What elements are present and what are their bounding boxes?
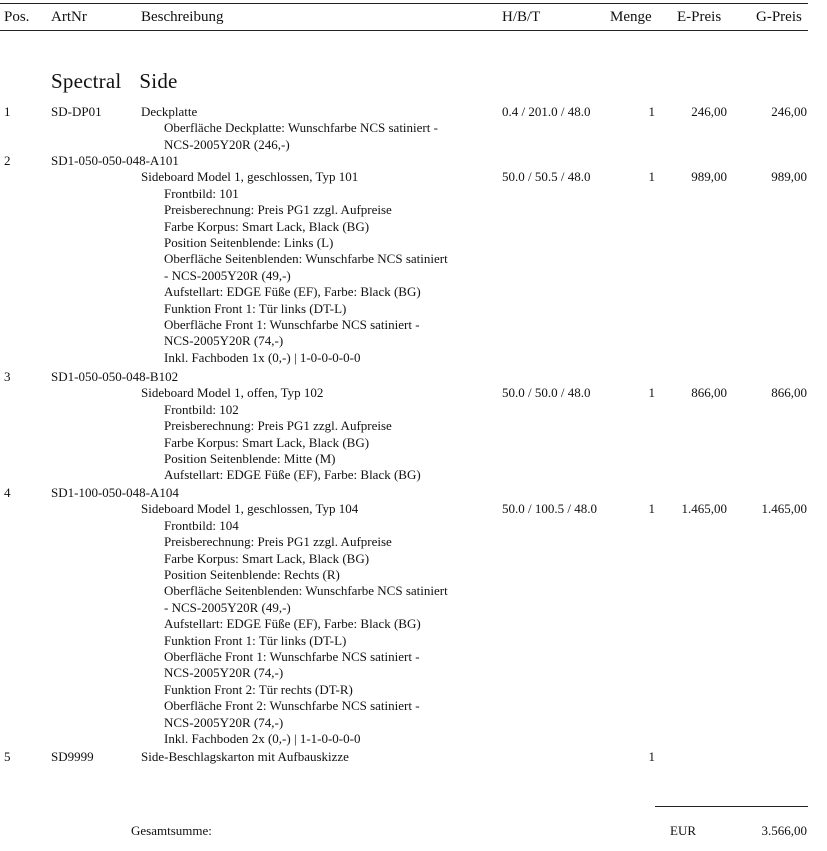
item-detail-line: Oberfläche Seitenblenden: Wunschfarbe NCS satiniert xyxy=(164,251,448,267)
item-quantity: 1 xyxy=(648,169,655,185)
item-description: Sideboard Model 1, geschlossen, Typ 104 xyxy=(141,501,359,517)
item-pos: 5 xyxy=(4,749,11,764)
item-detail-line: Aufstellart: EDGE Füße (EF), Farbe: Black (BG) xyxy=(164,284,421,300)
item-description: Deckplatte xyxy=(141,104,198,119)
item-detail-line: - NCS-2005Y20R (49,-) xyxy=(164,267,291,283)
item-total-price: 246,00 xyxy=(771,104,807,119)
item-dimensions: 50.0 / 100.5 / 48.0 xyxy=(502,501,597,517)
item-detail-line: NCS-2005Y20R (246,-) xyxy=(164,136,290,152)
item-detail-line: Frontbild: 101 xyxy=(164,185,239,201)
item-total-price: 1.465,00 xyxy=(761,501,807,517)
item-detail-line: Funktion Front 2: Tür rechts (DT-R) xyxy=(164,681,353,697)
item-detail-line: Frontbild: 104 xyxy=(164,517,239,533)
header-menge: Menge xyxy=(610,9,652,25)
item-detail-line: NCS-2005Y20R (74,-) xyxy=(164,714,284,730)
item-detail-line: Position Seitenblende: Mitte (M) xyxy=(164,451,336,466)
item-detail-line: Inkl. Fachboden 1x (0,-) | 1-0-0-0-0-0 xyxy=(164,349,361,365)
item-detail-line: Preisberechnung: Preis PG1 zzgl. Aufpreise xyxy=(164,202,392,218)
item-pos: 3 xyxy=(4,369,11,384)
item-pos: 4 xyxy=(4,485,11,500)
item-artnr: SD1-050-050-048-A101 xyxy=(51,153,179,168)
item-total-price: 866,00 xyxy=(771,385,807,401)
header-rule xyxy=(0,30,808,31)
item-detail-line: Frontbild: 102 xyxy=(164,401,239,417)
header-artnr: ArtNr xyxy=(51,9,87,25)
item-detail-line: Preisberechnung: Preis PG1 zzgl. Aufpreise xyxy=(164,534,392,550)
item-detail-line: Aufstellart: EDGE Füße (EF), Farbe: Black (BG) xyxy=(164,467,421,483)
item-dimensions: 50.0 / 50.0 / 48.0 xyxy=(502,385,591,401)
header-beschreibung: Beschreibung xyxy=(141,9,224,25)
item-dimensions: 50.0 / 50.5 / 48.0 xyxy=(502,169,591,185)
item-detail-line: NCS-2005Y20R (74,-) xyxy=(164,665,284,681)
item-quantity: 1 xyxy=(648,501,655,517)
header-epreis: E-Preis xyxy=(677,9,722,25)
item-quantity: 1 xyxy=(648,385,655,401)
item-detail-line: Farbe Korpus: Smart Lack, Black (BG) xyxy=(164,218,370,234)
item-unit-price: 1.465,00 xyxy=(681,501,727,517)
item-detail-line: Oberfläche Seitenblenden: Wunschfarbe NCS satiniert xyxy=(164,583,448,599)
header-pos: Pos. xyxy=(4,9,30,25)
summary-label: Gesamtsumme: xyxy=(131,823,212,838)
item-detail-line: Funktion Front 1: Tür links (DT-L) xyxy=(164,632,347,648)
summary-currency: EUR xyxy=(670,823,696,838)
summary-rule xyxy=(655,806,808,807)
item-detail-line: Oberfläche Deckplatte: Wunschfarbe NCS satiniert - xyxy=(164,120,438,136)
item-detail-line: Oberfläche Front 2: Wunschfarbe NCS satiniert - xyxy=(164,698,420,714)
item-artnr: SD1-050-050-048-B102 xyxy=(51,369,179,384)
section-title-word1: Spectral xyxy=(51,69,122,93)
item-artnr: SD1-100-050-048-A104 xyxy=(51,485,179,500)
item-quantity: 1 xyxy=(648,104,655,119)
item-description: Side-Beschlagskarton mit Aufbauskizze xyxy=(141,749,349,764)
item-detail-line: Farbe Korpus: Smart Lack, Black (BG) xyxy=(164,434,370,450)
item-detail-line: Position Seitenblende: Links (L) xyxy=(164,235,334,250)
item-detail-line: Oberfläche Front 1: Wunschfarbe NCS satiniert - xyxy=(164,649,420,664)
item-total-price: 989,00 xyxy=(771,169,807,185)
item-description: Sideboard Model 1, geschlossen, Typ 101 xyxy=(141,169,359,185)
item-detail-line: Farbe Korpus: Smart Lack, Black (BG) xyxy=(164,550,370,566)
summary-total: 3.566,00 xyxy=(761,823,807,838)
item-dimensions: 0.4 / 201.0 / 48.0 xyxy=(502,104,591,119)
item-detail-line: Inkl. Fachboden 2x (0,-) | 1-1-0-0-0-0 xyxy=(164,731,361,746)
item-detail-line: - NCS-2005Y20R (49,-) xyxy=(164,599,291,615)
item-artnr: SD-DP01 xyxy=(51,104,102,119)
header-gpreis: G-Preis xyxy=(756,9,802,25)
item-detail-line: NCS-2005Y20R (74,-) xyxy=(164,333,284,349)
top-rule xyxy=(0,3,808,4)
item-artnr: SD9999 xyxy=(51,749,94,764)
section-title-word2: Side xyxy=(139,69,178,93)
item-pos: 1 xyxy=(4,104,11,119)
item-detail-line: Funktion Front 1: Tür links (DT-L) xyxy=(164,300,347,316)
item-detail-line: Preisberechnung: Preis PG1 zzgl. Aufpreise xyxy=(164,418,392,434)
section-title xyxy=(51,69,178,93)
item-detail-line: Position Seitenblende: Rechts (R) xyxy=(164,567,340,582)
item-unit-price: 989,00 xyxy=(691,169,727,185)
item-unit-price: 866,00 xyxy=(691,385,727,401)
item-description: Sideboard Model 1, offen, Typ 102 xyxy=(141,385,324,401)
item-quantity: 1 xyxy=(648,749,655,764)
item-pos: 2 xyxy=(4,153,11,168)
header-hbt: H/B/T xyxy=(502,9,541,25)
item-detail-line: Aufstellart: EDGE Füße (EF), Farbe: Black (BG) xyxy=(164,616,421,632)
item-unit-price: 246,00 xyxy=(691,104,727,119)
item-detail-line: Oberfläche Front 1: Wunschfarbe NCS satiniert - xyxy=(164,317,420,332)
